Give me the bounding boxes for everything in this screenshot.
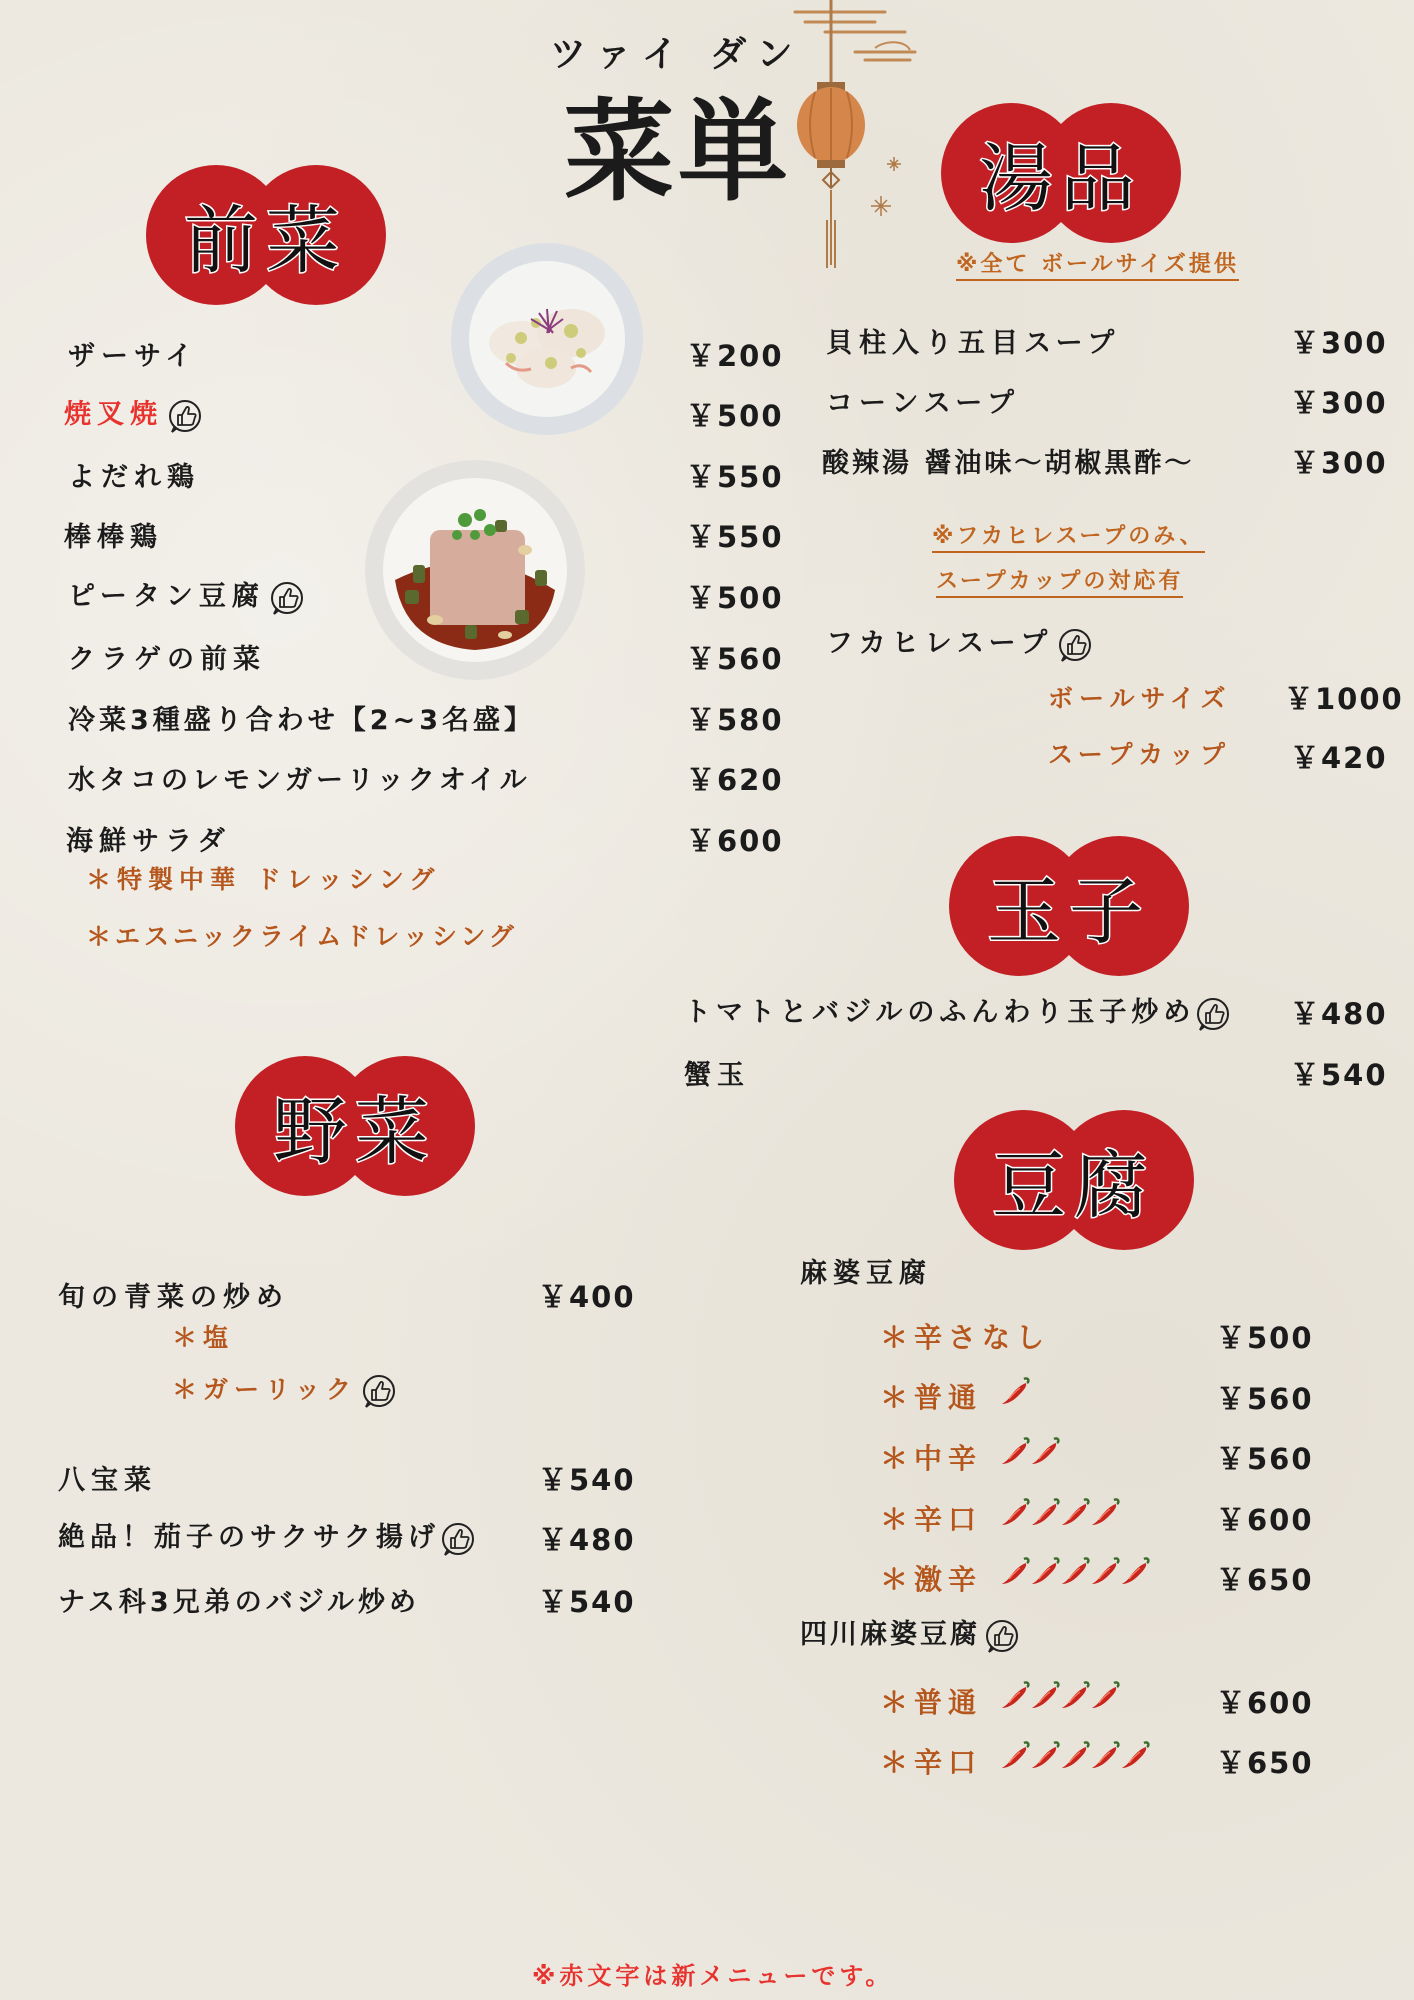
item-price: ￥650 <box>1216 1563 1314 1597</box>
chili-pepper-icon <box>1028 1553 1062 1587</box>
badge-zensai <box>146 165 386 305</box>
item-name: 焼叉焼 <box>64 399 163 430</box>
spice-level: ＊中辛 <box>880 1442 983 1475</box>
spice-level <box>880 1376 982 1416</box>
item-price: ￥300 <box>1290 326 1388 360</box>
list-item: よだれ鶏 <box>68 462 200 493</box>
item-name: トマトとバジルのふんわり玉子炒め <box>684 997 1196 1028</box>
chili-pepper-icon <box>1028 1677 1062 1711</box>
item-price: ￥560 <box>686 642 784 676</box>
veg-option <box>172 1370 397 1409</box>
chili-pepper-icon <box>1088 1494 1122 1528</box>
size-option: ボールサイズ <box>1048 684 1232 713</box>
item-price: ￥550 <box>686 460 784 494</box>
item-price: ￥200 <box>686 339 784 373</box>
item-name: 四川麻婆豆腐 <box>800 1619 980 1650</box>
list-item <box>800 1612 1020 1654</box>
list-item: 蟹玉 <box>684 1060 750 1091</box>
list-item: ナス科3兄弟のバジル炒め <box>58 1587 421 1618</box>
item-price: ￥480 <box>538 1523 636 1557</box>
thumbs-up-icon <box>1195 996 1231 1032</box>
item-price: ￥500 <box>686 399 784 433</box>
dressing-option: ＊特製中華 ドレッシング <box>86 865 441 894</box>
item-price: ￥500 <box>1216 1321 1314 1355</box>
list-item <box>826 621 1093 663</box>
footer-note: ※赤文字は新メニューです。 <box>532 1962 894 1990</box>
fukahire-note: スープカップの対応有 <box>936 564 1183 598</box>
item-price: ￥650 <box>1216 1746 1314 1780</box>
item-price: ￥620 <box>686 763 784 797</box>
pepper-rating <box>998 1737 1148 1771</box>
chili-pepper-icon <box>1058 1494 1092 1528</box>
item-price: ￥580 <box>686 703 784 737</box>
badge-egg <box>949 836 1189 976</box>
pepper-rating <box>998 1433 1058 1467</box>
list-item: 水タコのレモンガーリックオイル <box>68 765 531 796</box>
pepper-rating <box>998 1677 1118 1711</box>
chili-pepper-icon <box>1088 1737 1122 1771</box>
badge-soup <box>941 103 1181 243</box>
dish-photo-chashu <box>451 243 644 436</box>
badge-tofu <box>954 1110 1194 1250</box>
chili-pepper-icon <box>998 1494 1032 1528</box>
spice-level: ＊辛口 <box>880 1503 983 1536</box>
chili-pepper-icon <box>998 1433 1032 1467</box>
chili-pepper-icon <box>1058 1553 1092 1587</box>
thumbs-up-icon <box>269 580 305 616</box>
item-price: ￥560 <box>1216 1442 1314 1476</box>
list-item: 棒棒鶏 <box>64 522 163 553</box>
item-price: ￥300 <box>1290 386 1388 420</box>
thumbs-up-icon <box>440 1521 476 1557</box>
thumbs-up-icon <box>984 1618 1020 1654</box>
dish-photo-pidan-tofu <box>365 460 585 680</box>
item-price: ￥1000 <box>1284 682 1404 716</box>
badge-soup-label: 湯品 <box>979 136 1143 222</box>
dressing-option: ＊エスニックライムドレッシング <box>86 922 518 951</box>
item-price: ￥600 <box>686 824 784 858</box>
spice-level: ＊普通 <box>880 1686 983 1719</box>
chili-pepper-icon <box>1118 1553 1152 1587</box>
header <box>540 0 960 280</box>
item-price: ￥600 <box>1216 1686 1314 1720</box>
item-price: ￥550 <box>686 520 784 554</box>
list-item: クラゲの前菜 <box>68 644 266 675</box>
thumbs-up-icon <box>1057 627 1093 663</box>
item-price: ￥540 <box>538 1585 636 1619</box>
pepper-rating <box>998 1553 1148 1587</box>
list-item: 旬の青菜の炒め <box>58 1282 289 1313</box>
list-item <box>64 392 203 434</box>
list-item: 酸辣湯 醤油味～胡椒黒酢～ <box>822 448 1195 479</box>
thumbs-up-icon <box>167 398 203 434</box>
pepper-rating <box>998 1494 1118 1528</box>
chili-pepper-icon <box>1118 1737 1152 1771</box>
item-name: 絶品！茄子のサクサク揚げ <box>58 1522 440 1553</box>
item-price: ￥400 <box>538 1280 636 1314</box>
list-item <box>684 990 1231 1032</box>
badge-egg-label: 玉子 <box>987 869 1151 955</box>
page-title: 菜単 <box>564 87 792 216</box>
chili-pepper-icon <box>1088 1677 1122 1711</box>
badge-zensai-label: 前菜 <box>184 198 348 284</box>
item-price: ￥500 <box>686 581 784 615</box>
chili-pepper-icon <box>998 1373 1032 1407</box>
soup-note: ※全て ボールサイズ提供 <box>956 247 1239 281</box>
veg-option: ＊塩 <box>172 1323 235 1352</box>
spice-level: ＊激辛 <box>880 1563 983 1596</box>
spice-level: ＊辛さなし <box>880 1321 1051 1354</box>
header-kana: ツァイ ダン <box>550 34 803 75</box>
fukahire-note: ※フカヒレスープのみ、 <box>932 519 1205 553</box>
thumbs-up-icon <box>361 1373 397 1409</box>
list-item: 貝柱入り五目スープ <box>826 328 1121 359</box>
list-item: コーンスープ <box>826 388 1020 419</box>
badge-tofu-label: 豆腐 <box>992 1143 1156 1229</box>
size-option: スープカップ <box>1048 740 1232 769</box>
chili-pepper-icon <box>998 1677 1032 1711</box>
badge-veg <box>235 1056 475 1196</box>
item-price: ￥600 <box>1216 1503 1314 1537</box>
veg-option-label: ＊ガーリック <box>172 1375 358 1404</box>
chili-pepper-icon <box>1058 1737 1092 1771</box>
badge-veg-label: 野菜 <box>273 1089 437 1175</box>
chili-pepper-icon <box>998 1553 1032 1587</box>
chili-pepper-icon <box>1028 1433 1062 1467</box>
chili-pepper-icon <box>1058 1677 1092 1711</box>
pepper-rating <box>998 1373 1028 1407</box>
list-item <box>68 574 305 616</box>
lantern-icon <box>765 0 965 280</box>
chili-pepper-icon <box>1028 1737 1062 1771</box>
spice-level-label: ＊普通 <box>880 1381 983 1414</box>
item-price: ￥420 <box>1290 741 1388 775</box>
chili-pepper-icon <box>998 1737 1032 1771</box>
list-item: ザーサイ <box>68 341 199 372</box>
item-price: ￥540 <box>538 1463 636 1497</box>
list-item <box>58 1515 476 1557</box>
chili-pepper-icon <box>1028 1494 1062 1528</box>
list-item: 冷菜3種盛り合わせ【2~3名盛】 <box>68 705 535 736</box>
item-price: ￥540 <box>1290 1058 1388 1092</box>
item-name: フカヒレスープ <box>826 628 1054 659</box>
item-price: ￥300 <box>1290 446 1388 480</box>
list-item: 麻婆豆腐 <box>800 1258 932 1289</box>
item-name: ピータン豆腐 <box>68 581 265 612</box>
spice-level: ＊辛口 <box>880 1746 983 1779</box>
list-item: 海鮮サラダ <box>66 826 231 857</box>
list-item: 八宝菜 <box>58 1465 157 1496</box>
item-price: ￥480 <box>1290 997 1388 1031</box>
item-price: ￥560 <box>1216 1382 1314 1416</box>
chili-pepper-icon <box>1088 1553 1122 1587</box>
